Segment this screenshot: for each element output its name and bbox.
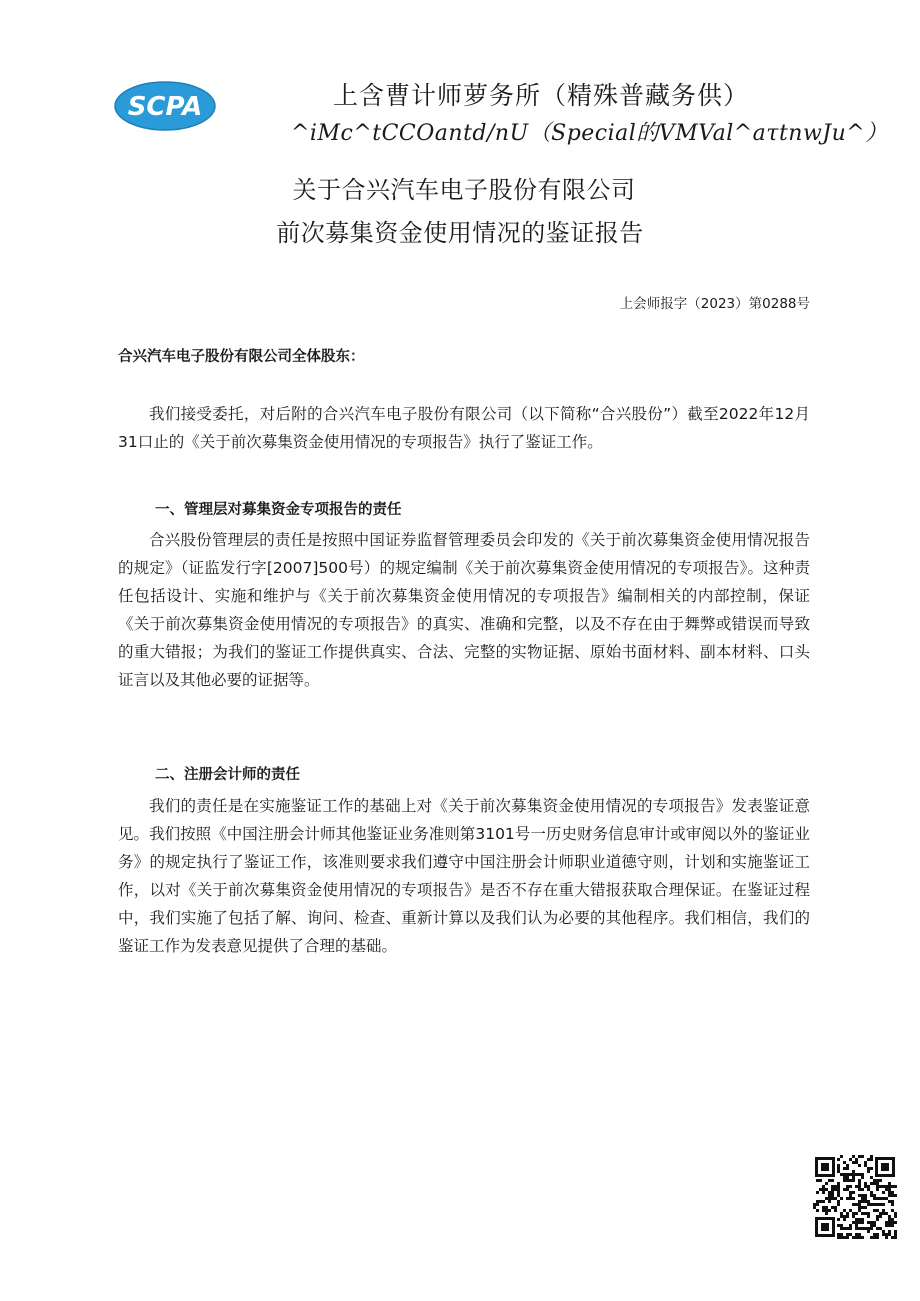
qr-code-icon (813, 1155, 897, 1239)
report-number: 上会师报字（2023）第0288号 (619, 296, 810, 312)
section2-heading: 二、注册会计师的责任 (155, 767, 300, 783)
section1-body: 合兴股份管理层的责任是按照中国证券监督管理委员会印发的《关于前次募集资金使用情况报告的规定》（证监发行字[2007]500号）的规定编制《关于前次募集资金使用情况的专项报告》。这种责任包括设计、实施和维护与《关于前次募集资金使用情况的专项报告》编制相关的内部控制，保证《关于前次募集资金使用情况的专项报告》的真实、准确和完整，以及不存在由于舞弊或错误而导致的重大错报；为我们的鉴证工作提供真实、合法、完整的实物证据、原始书面材料、副本材料、口头证言以及其他必要的证据等。 (118, 531, 810, 689)
logo-text: SCPA (127, 92, 203, 122)
firm-name-en: ^iMc^tCCOantd/nU（Special的VMVal^aτtnwJu^） (291, 121, 888, 146)
report-title-line1: 关于合兴汽车电子股份有限公司 (292, 176, 636, 204)
scpa-logo (113, 80, 217, 132)
report-title-line2: 前次募集资金使用情况的鉴证报告 (276, 219, 644, 247)
salutation: 合兴汽车电子股份有限公司全体股东： (118, 349, 365, 365)
intro-paragraph: 我们接受委托，对后附的合兴汽车电子股份有限公司（以下简称“合兴股份”）截至2022年12月31口止的《关于前次募集资金使用情况的专项报告》执行了鉴证工作。 (118, 405, 810, 451)
section1-heading: 一、管理层对募集资金专项报告的责任 (155, 502, 402, 518)
section2-body: 我们的责任是在实施鉴证工作的基础上对《关于前次募集资金使用情况的专项报告》发表鉴证意见。我们按照《中国注册会计师其他鉴证业务准则第3101号一历史财务信息审计或审阅以外的鉴证业务》的规定执行了鉴证工作，该准则要求我们遵守中国注册会计师职业道德守则，计划和实施鉴证工作，以对《关于前次募集资金使用情况的专项报告》是否不存在重大错报获取合理保证。在鉴证过程中，我们实施了包括了解、询问、检查、重新计算以及我们认为必要的其他程序。我们相信，我们的鉴证工作为发表意见提供了合理的基础。 (118, 797, 810, 955)
firm-name-cn: 上含曹计师萝务所（精殊普藏务供） (333, 81, 750, 110)
